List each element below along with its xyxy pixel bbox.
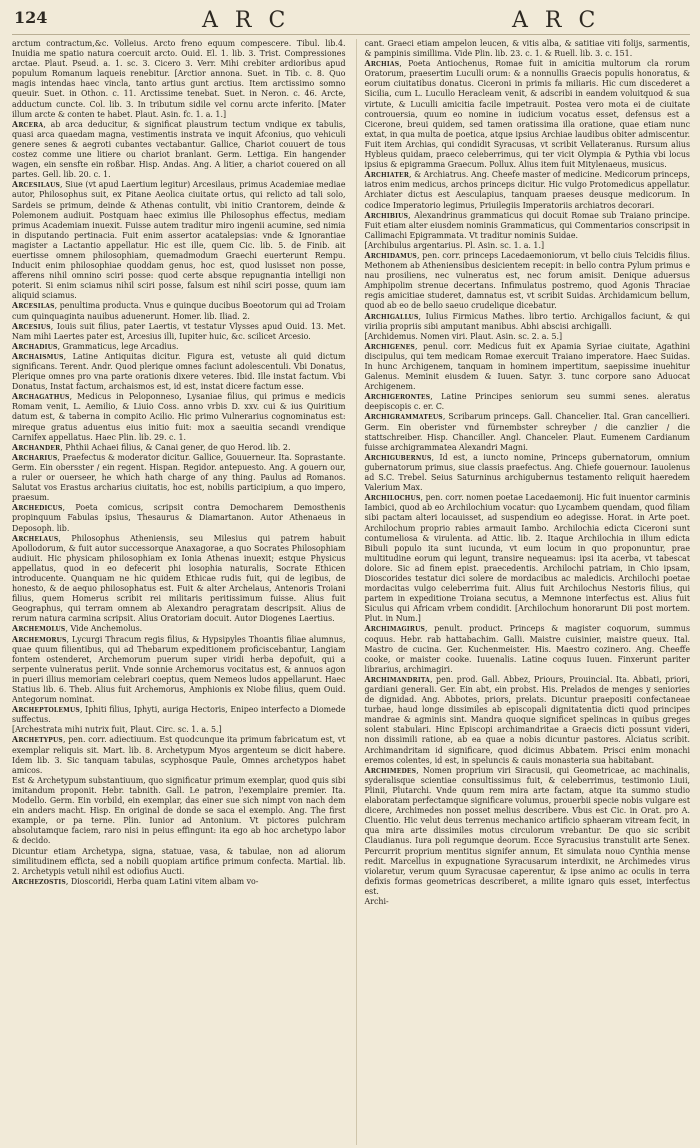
- entry-text: Dioscoridi, Herba quam Latini vitem albam vo-: [70, 876, 259, 886]
- entry-headword: Archander: [12, 442, 61, 452]
- entry-headword: Archimedes: [364, 765, 417, 775]
- entry-text: Archi-: [364, 896, 389, 906]
- dictionary-entry: Archarius, Praefectus & moderator dicitur. Gallice, Gouuerneur. Ita. Soprastante. Germ. Ein obersster / ein regent. Hispan. Regidor. antepuesto. Ang. A gouern our, a ruler or ouerseer, he which hath charge of any thing. Paulus ad Romanos. Salutat vos Erastus archarius ciuitatis, hoc est, nobilis participium, a quo impero, praesum.: [12, 452, 346, 503]
- dictionary-entry: Archidamus, pen. corr. princeps Lacedaemoniorum, vt bello ciuis Telcidis filius. Methonem ab Atheniensibus desicientem recepit: in bello contra Pylum primus e nau prosiliens, nec vulneratus est, nec forum amisit. Denique aduersus Amphipolim strenue decertans. Infimulatus postremo, quod Agonis Thraciae regis amicitiae studeret, damnatus est, vt scribit Suidas. Archidamicum bellum, quod ab eo de bello saeuo crudelique dicebatur.: [364, 250, 690, 311]
- entry-text: pen. corr. adiectiuum. Est quodcunque ita primum fabricatum est, vt exemplar reliquis sit. Mart. lib. 8. Archetypum Myos argenteum se dicit habere. Idem lib. 3. Sic tanquam tabulas, scyphosque Paule, Omnes archetypos habet amicos.: [12, 735, 346, 775]
- dictionary-entry: Archander, Phthii Achaei filius, & Canai gener, de quo Herod. lib. 2.: [12, 442, 291, 452]
- dictionary-entry: Archagathus, Medicus in Peloponneso, Lysaniae filius, qui primus e medicis Romam venit, L. Aemilio, & Liuio Coss. anno vrbis D. xxv. cui & ius Quiritium datum est, & taberna in compito Acilio. Hic primo Vulnerarius cognominatus est: mireque gratus aduentus eius initio fuit: mox a saeuitia secandi vrendique Carnifex appellatus. Haec Plin. lib. 29. c. 1.: [12, 392, 346, 442]
- entry-text: Philosophus Atheniensis, seu Milesius qui patrem habuit Apollodorum, & fuit autor successorque Anaxagorae, a quo Socrates Philosophiam audiuit. Hic physicam philosophiam ex Ionia Athenas inuexit; estque Physicus appellatus, quod in eo defecerit phi losophia naturalis, Socrate Ethicen introducente. Quanquam ne hic quidem Ethicae rudis fuit, qui de legibus, de honesto, & de aequo philosophatus est. Fuit & alter Archelaus, Antenoris Troiani filius, quem Homerus scribit rei militaris peritissimum fuisse. Alius fuit Geographus, qui terram omnem ab Alexandro peragratam descripsit. Alius de rerum natura carmina scripsit. Alius Oratoriam docuit. Autor Diogenes Laertius.: [12, 533, 346, 624]
- dictionary-entry: Archadius, Grammaticus, lege Arcadius.: [12, 341, 179, 351]
- entry-text: [Archidemus. Nomen viri. Plaut. Asin. sc. 2. a. 5.]: [364, 331, 563, 341]
- entry-headword: Archigenes: [364, 341, 415, 351]
- entry-text: Poeta Antiochenus, Romae fuit in amicitia multorum cla rorum Oratorum, praesertim Luculli orum: & a nonnullis Graecis populis honoratus, & eorum ciuitatibus donatus. Ciceroni in primis fa miliaris. Hic cum discederet a Sicilia, cum L. Lucullo Heracleam venit, & adscribi in eandem voluitquod & sua virtute, & Luculli amicitia facile impetrauit. Postea vero mota ei de ciuitate controuersia, quum eo nomine in iudicium vocatus esset, defensus est a Cicerone, breui quidem, sed tamen oratissima illa oratione, quae etiam nunc extat, in qua multa de poetica, atque ipsius Archiae laudibus obiter admiscentur. Fuit item Archias, qui condidit Syracusas, vt scribit Vellateranus. Rursum alius Hybleus quidam, praeco celeberrimus, qui ter vicit Olympia & Pythia vbi locus ipsius & epigramma Graecum. Pollux. Alius item fuit Mitylenaeus, musicus.: [364, 59, 690, 170]
- page-header: [12, 8, 690, 35]
- entry-headword: Archemolus: [12, 624, 66, 634]
- dictionary-entry: Archimagirus, penult. product. Princeps & magister coquorum, summus coquus. Hebr. rab hattabachim. Galli. Maistre cuisinier, maistre queux. Ital. Mastro de cucina. Ger. Kuchenmeister. His. Maestro cozinero. Ang. Cheeffe cooke, or maister cooke. Iuuenalis. Latine coquus Iuuen. Finxerunt pariter librarius, archimagiri.: [364, 624, 690, 674]
- entry-text: arctum contractum,&c. Volleius. Arcto freno equum compescere. Tibul. lib.4. Inuidia me spatio natura coercuit arcto. Ouid. El. 1. lib. 3. Trist. Compressiones arctae. Plaut. Pseud. a. 1. sc. 3. Cicero 3. Verr. Mihi crebiter ardioribus apud populum Romanum laqueis renebitur. [Arctior annona. Suet. in Tib. c. 8. Quo magis intendas haec vincla, tanto artius gunt arctius. Item arctissimo somno queuir. Suet. in Othon. c. 11. Arctissime tenebat. Suet. in Neron. c. 46. Arcte, adductum cuncte. Col. lib. 3. In tributum sidile vel cornu arcte inferito. [Mater illum arcte & conten te habet. Plaut. Asin. fc. 1. a. 1.]: [12, 39, 346, 119]
- entry-text: pen. corr. princeps Lacedaemoniorum, vt bello ciuis Telcidis filius. Methonem ab Atheniensibus desicientem recepit: in bello contra Pylum primus e nau prosiliens, nec vulneratus est, nec forum amisit. Denique aduersus Amphipolim strenue decertans. Infimulatus postremo, quod Agonis Thraciae regis amicitiae studeret, damnatus est, vt scribit Suidas. Archidamicum bellum, quod ab eo de bello saeuo crudelique dicebatur.: [364, 250, 690, 311]
- dictionary-entry: Archibius, Alexandrinus grammaticus qui docuit Romae sub Traiano principe. Fuit etiam alter eiusdem nominis Grammaticus, qui Commentarios conscripsit in Callimachi Epigrammata. Vt traditur nominis Suidae.: [364, 210, 690, 240]
- entry-text: Medicus in Peloponneso, Lysaniae filius, qui primus e medicis Romam venit, L. Aemilio, & Liuio Coss. anno vrbis D. xxv. cui & ius Quiritium datum est, & taberna in compito Acilio. Hic primo Vulnerarius cognominatus est: mireque gratus aduentus eius initio fuit: mox a saeuitia secandi vrendique Carnifex appellatus. Haec Plin. lib. 29. c. 1.: [12, 392, 346, 442]
- entry-text: Est & Archetypum substantiuum, quo significatur primum exemplar, quod quis sibi imitandum proponit. Hebr. tabnith. Gall. Le patron, l'exemplaire premier. Ita. Modello. Germ. Ein vorbild, ein exemplar, das einer sue sich nimpt von nach dem ein anders macht. Hisp. En original de donde se saca el exemplo. Ang. The first example, or pa terne. Plin. Iunior ad Antonium. Vt pictores pulchram absolutamque faciem, raro nisi in peius effingunt: ita ego ab hoc archetypo labor & decido.: [12, 775, 346, 846]
- entry-headword: Archimagirus: [364, 624, 426, 634]
- entry-headword: Archigrammateus: [364, 412, 443, 422]
- dictionary-entry: [12, 39, 346, 120]
- entry-text: penul. corr. Medicus fuit ex Apamia Syriae ciuitate, Agathini discipulus, qui tem medicam Romae exercuit Traiano imperatore. Haec Suidas. In hunc Archigenem, tanquam in hominem impertitum, saepissime inuehitur Galenus. Meminit eiusdem & Iuuen. Satyr. 3. tunc corpore sano Aduocat Archigenem.: [364, 341, 690, 392]
- entry-text: cant. Graeci etiam ampelon leucen, & vitis alba, & satitiae viti folijs, sarmentis, & pampinis simillima. Vide Plin. lib. 23. c. 1. & Ruell. lib. 3. c. 151.: [364, 39, 690, 59]
- entry-text: penult. product. Princeps & magister coquorum, summus coquus. Hebr. rab hattabachim. Galli. Maistre cuisinier, maistre queux. Ital. Mastro de cucina. Ger. Kuchenmeister. His. Maestro cozinero. Ang. Cheeffe cooke, or maister cooke. Iuuenalis. Latine coquus Iuuen. Finxerunt pariter librarius, archimagiri.: [364, 624, 690, 674]
- left-column: [12, 39, 346, 1145]
- dictionary-entry: Archetypus, pen. corr. adiectiuum. Est quodcunque ita primum fabricatum est, vt exemplar reliquis sit. Mart. lib. 8. Archetypum Myos argenteum se dicit habere. Idem lib. 3. Sic tanquam tabulas, scyphosque Paule, Omnes archetypos habet amicos.: [12, 735, 346, 775]
- entry-text: [Archestrata mihi nutrix fuit, Plaut. Circ. sc. 1. a. 5.]: [12, 725, 222, 735]
- dictionary-entry: Archiater, & Archiatrus. Ang. Cheefe master of medicine. Medicorum princeps, iatros enim medicus, archos princeps dicitur. Hic vulgo Protomedicus appellatur. Archiater dictus est Aesculapius, tanquam praeses deusque medicorum. In codice Imperatorio legimus, Priuilegiis Imperatoriis archiatros decorari.: [364, 170, 690, 210]
- running-head-left: A R C: [202, 8, 291, 33]
- dictionary-entry: Archemorus, Lycurgi Thracum regis filius, & Hypsipyles Thoantis filiae alumnus, quae quum filientibus, qui ad Thebarum expeditionem proficiscebantur, Langiam fontem ostenderet, Archemorum puerum super viridi herba depofuit, qui a serpente vulneratus periit. Vnde sonnie Archemorus vocitatus est, & annuos agon in pueri illius memoriam celebrari coeptus, quem Nemeos ludos appellarunt. Haec Statius lib. 6. Theb. Alius fuit Archemorus, Amphionis ex Niobe filius, quem Ouid. Antegorum nominat.: [12, 634, 346, 705]
- entry-headword: Arcesilas: [12, 301, 55, 311]
- dictionary-entry: Archigerontes, Latine Principes seniorum seu summi senes. aleratus deepiscopis c. er. C.: [364, 392, 690, 412]
- entry-text: Praefectus & moderator dicitur. Gallice, Gouuerneur. Ita. Soprastante. Germ. Ein obersster / ein regent. Hispan. Regidor. antepuesto. Ang. A gouern our, a ruler or ouerseer, he which hath charge of any thing. Paulus ad Romanos. Salutat vos Erastus archarius ciuitatis, hoc est, nobilis participium, a quo impero, praesum.: [12, 452, 346, 503]
- dictionary-entry: Archigrammateus, Scribarum princeps. Gall. Chancelier. Ital. Gran cancellieri. Germ. Ein oberister vnd fürnembster schreyber / die canzlier / die stattschreiber. Hisp. Chanciller. Angl. Chanceler. Plaut. Eumenem Cardianum fuisse archigrammatea Alexandri Magni.: [364, 412, 690, 452]
- entry-text: pen. corr. nomen poetae Lacedaemonij. Hic fuit inuentor carminis Iambici, quod ab eo Archilochium vocatur: quo Lycambem quendam, quod filiam sibi pactam alteri locauisset, ad suspendium eo adegisse. Horat. in Arte poet. Archilochum proprio rabies armauit Iambo. Archilochia edicta Ciceroni sunt contumeliosa & virulenta. ad Attic. lib. 2. Itaque Archilochia in illum edicta Bibuli populo ita sunt iucunda, vt eum locum in quo proponuntur, prae multitudine eorum qui legunt, transire nequeamus: ipsi ita acerba, vt tabescat dolore. Sic ad finem epist. praecedentis. Archilochi patriam, in Chio ipsam, Dioscorides testatur dici solere de mordacibus ac maledicis. Archilochi poetae mordacitas vulgo celeberrima fuit. Alius fuit Archilochus Nestoris filius, qui partem in expeditione Troiana secutus, a Memnone interfectus est. Alius fuit Siculus qui Africam vrbem condidit. [Archilochum honorarunt Dii post mortem. Plut. in Num.]: [364, 493, 690, 624]
- dictionary-entry: Archimandrita, pen. prod. Gall. Abbez, Priours, Prouincial. Ita. Abbati, priori, gardiani generali. Ger. Ein abt, ein probst. His. Prelados de menges y seniories de dignidad. Ang. Abbotes, priors, prelats. Dicuntur praepositi confectaneae turbae, haud longe dissimiles ab episcopali dignitatentia dicti quod principes mandrae & agminis sint. Mandra quoque significet spelincas in quibus greges solent stabulari. Hinc Episcopi archimandritae a Graecis dicti possunt videri, non dissimili ratione, ab ea quae a nobis dicuntur pastores. Alciatus scribit. Archimandritam id significare, quod dicimus Abbatem. Prisci enim monachi eremos colentes, id est, in speluncis & cauis monasteria sua habitabant.: [364, 674, 690, 765]
- right-column: [356, 39, 691, 1145]
- dictionary-entry: Archemolus, Vide Anchemolus.: [12, 624, 143, 634]
- entry-text: Alexandrinus grammaticus qui docuit Romae sub Traiano principe. Fuit etiam alter eiusdem nominis Grammaticus, qui Commentarios conscripsit in Callimachi Epigrammata. Vt traditur nominis Suidae.: [364, 210, 690, 240]
- dictionary-entry: Arcesilaus, Siue (vt apud Laertium legitur) Arcesilaus, primus Academiae mediae autor, Philosophus suit, ex Pitane Aeolica ciuitate ortus, qui relicto ad tali solo, Sardeis se primum, deinde & Athenas contulit, vbi initio Crantorem, deinde & Polemonem audiuit. Postquam haec eximius ille Philosophus effectus, mediam primus Academiam inuexit. Fuisse autem traditur miro ingenii acumine, sed nimia in disputando pertinacia. Fuit enim assertor acatalepsias: vnde & Ignorantiae magister a Lactantio appellatur. Hic est ille, quem Cic. lib. 5. de Finib. ait euertisse omnem philosophiam, quemadmodum Graechi euerterunt Rempu. Inducit enim philosophiae quoddam genus, hoc est, quod lusisset non posse, afferens nihil omnino sciri posse: quod certe absque repugnantia intelligi non poterit. Si enim sciamus nihil sciri posse, falsum est nihil sciri posse, quum iam aliquid sciamus.: [12, 180, 346, 301]
- dictionary-entry: [12, 776, 346, 847]
- dictionary-entry: Archaismus, Latine Antiquitas dicitur. Figura est, vetuste ali quid dictum significans. Terent. Andr. Quod plerique omnes faciunt adolescentuli. Vbi Donatus, Plerique omnes pro vna parte orationis dixere veteres. Ibid. Ille instat factum. Vbi Donatus, Instat factum, archaismos est, id est, instat dicere factum esse.: [12, 351, 346, 392]
- entry-headword: Arcesilaus: [12, 180, 61, 190]
- entry-text: Id est, a iuncto nomine, Princeps gubernatorum, omnium gubernatorum primus, siue classis praefectus. Ang. Chiefe gouernour. Iauolenus ad S.C. Trebel. Seius Saturninus archigubernus testamento reliquit haeredem Valerium Max.: [364, 452, 690, 493]
- dictionary-entry: [12, 725, 346, 735]
- entry-headword: Archarius: [12, 452, 58, 462]
- dictionary-entry: Archelaus, Philosophus Atheniensis, seu Milesius qui patrem habuit Apollodorum, & fuit autor successorque Anaxagorae, a quo Socrates Philosophiam audiuit. Hic physicam philosophiam ex Ionia Athenas inuexit; estque Physicus appellatus, quod in eo defecerit phi losophia naturalis, Socrate Ethicen introducente. Quanquam ne hic quidem Ethicae rudis fuit, qui de legibus, de honesto, & de aequo philosophatus est. Fuit & alter Archelaus, Antenoris Troiani filius, quem Homerus scribit rei militaris peritissimum fuisse. Alius fuit Geographus, qui terram omnem ab Alexandro peragratam descripsit. Alius de rerum natura carmina scripsit. Alius Oratoriam docuit. Autor Diogenes Laertius.: [12, 533, 346, 624]
- text-columns: [12, 39, 690, 1145]
- dictionary-entry: Archeptolemus, Iphiti filius, Iphyti, auriga Hectoris, Enipeo interfecto a Diomede suffectus.: [12, 705, 346, 725]
- entry-text: Nomen proprium viri Siracusii, qui Geometricae, ac machinalis, syderalisque scientiae consultissimus fuit, & celeberrimus, testimonio Liuii, Plinii, Plutarchi. Vnde quum rem mira arte factam, atque ita summo studio elaboratam perfectamque significare volumus, prouerbii specie nobis vulgare est dicere, Archimedes non posset melius describere. Vbus est Cic. in Orat. pro A. Cluentio. Hic velut deus terrenus mechanico artificio sphaeram vitream fecit, in qua mira arte dissimiles motus circulorum vrebantur. De quo sic scribit Claudianus. Iura poli regumque deorum. Ecce Syracusius transtulit arte Senex. Percurrit proprium mentitus signifer annum, Et simulata nouo Cynthia mense redit. Marcellus in expugnatione Syracusarum interdixit, ne Archimedes virus violaretur, verum quum Syracusae caperentur, & ipse animo ac oculis in terra defixis formas geometricas describeret, a milite ignaro quis esset, interfectus est.: [364, 765, 690, 896]
- entry-headword: Arcera: [12, 119, 44, 129]
- dictionary-entry: Archias, Poeta Antiochenus, Romae fuit in amicitia multorum cla rorum Oratorum, praesertim Luculli orum: & a nonnullis Graecis populis honoratus, & eorum ciuitatibus donatus. Ciceroni in primis fa miliaris. Hic cum discederet a Sicilia, cum L. Lucullo Heracleam venit, & adscribi in eandem voluitquod & sua virtute, & Luculli amicitia facile impetrauit. Postea vero mota ei de ciuitate controuersia, quum eo nomine in iudicium vocatus esset, defensus est a Cicerone, breui quidem, sed tamen oratissima illa oratione, quae etiam nunc extat, in qua multa de poetica, atque ipsius Archiae laudibus obiter admiscentur. Fuit item Archias, qui condidit Syracusas, vt scribit Vellateranus. Rursum alius Hybleus quidam, praeco celeberrimus, qui ter vicit Olympia & Pythia vbi locus ipsius & epigramma Graecum. Pollux. Alius item fuit Mitylenaeus, musicus.: [364, 59, 690, 170]
- entry-text: ab arca deducitur, & significat plaustrum tectum vndique ex tabulis, quasi arca quaedam magna, vestimentis instrata ve inquit Afconius, quo vehiculi genere senes & aegroti cubantes vectabantur. Gallice, Chariot couuert de tous costez comme une litiere ou chariot branlant. Germ. Lettiga. Ein hangender wagen, ein sensfte ein roßbar. Hisp. Andas. Ang. A litier, a chariot couered on all partes. Gell. lib. 20. c. 1.: [12, 119, 346, 180]
- dictionary-entry: Archimedes, Nomen proprium viri Siracusii, qui Geometricae, ac machinalis, syderalisque scientiae consultissimus fuit, & celeberrimus, testimonio Liuii, Plinii, Plutarchi. Vnde quum rem mira arte factam, atque ita summo studio elaboratam perfectamque significare volumus, prouerbii specie nobis vulgare est dicere, Archimedes non posset melius describere. Vbus est Cic. in Orat. pro A. Cluentio. Hic velut deus terrenus mechanico artificio sphaeram vitream fecit, in qua mira arte dissimiles motus circulorum vrebantur. De quo sic scribit Claudianus. Iura poli regumque deorum. Ecce Syracusius transtulit arte Senex. Percurrit proprium mentitus signifer annum, Et simulata nouo Cynthia mense redit. Marcellus in expugnatione Syracusarum interdixit, ne Archimedes virus violaretur, verum quum Syracusae caperentur, & ipse animo ac oculis in terra defixis formas geometricas describeret, a milite ignaro quis esset, interfectus est.: [364, 765, 690, 896]
- entry-headword: Archibius: [364, 210, 409, 220]
- entry-headword: Arcesius: [12, 321, 51, 331]
- running-head-right: A R C: [512, 8, 601, 33]
- entry-headword: Archidamus: [364, 250, 417, 260]
- entry-headword: Archigerontes: [364, 392, 431, 402]
- entry-headword: Archeptolemus: [12, 705, 80, 715]
- entry-headword: Archilochus: [364, 493, 421, 503]
- dictionary-entry: Arcesius, Iouis suit filius, pater Laertis, vt testatur Vlysses apud Ouid. 13. Met. Nam mihi Laertes pater est, Arcesius illi, Iupiter huic, &c. scilicet Arcesio.: [12, 321, 346, 341]
- entry-headword: Archezostis: [12, 876, 66, 886]
- dictionary-entry: Archigubernus, Id est, a iuncto nomine, Princeps gubernatorum, omnium gubernatorum primus, siue classis praefectus. Ang. Chiefe gouernour. Iauolenus ad S.C. Trebel. Seius Saturninus archigubernus testamento reliquit haeredem Valerium Max.: [364, 452, 690, 493]
- entry-text: Scribarum princeps. Gall. Chancelier. Ital. Gran cancellieri. Germ. Ein oberister vnd fürnembster schreyber / die canzlier / die stattschreiber. Hisp. Chanciller. Angl. Chanceler. Plaut. Eumenem Cardianum fuisse archigrammatea Alexandri Magni.: [364, 412, 690, 452]
- entry-text: Dicuntur etiam Archetypa, signa, statuae, vasa, & tabulae, non ad aliorum similitudinem efficta, sed a nobili quopiam artifice primum confecta. Martial. lib. 2. Archetypis vetuli nihil est odiofius Aucti.: [12, 846, 346, 876]
- dictionary-entry: [365, 39, 691, 59]
- entry-text: Phthii Achaei filius, & Canai gener, de quo Herod. lib. 2.: [65, 442, 291, 452]
- dictionary-entry: Archedicus, Poeta comicus, scripsit contra Democharem Demosthenis propinquum Fabulas ipsius, Thesaurus & Diamartanon. Autor Athenaeus in Deposoph. lib.: [12, 503, 346, 533]
- dictionary-entry: Arcesilas, penultima producta. Vnus e quinque ducibus Boeotorum qui ad Troiam cum quinquaginta nauibus aduenerunt. Homer. lib. Iliad. 2.: [12, 301, 346, 321]
- page-number: 124: [14, 8, 48, 27]
- entry-headword: Archetypus: [12, 735, 63, 745]
- entry-text: Poeta comicus, scripsit contra Democharem Demosthenis propinquum Fabulas ipsius, Thesaurus & Diamartanon. Autor Athenaeus in Deposoph. lib.: [12, 503, 346, 533]
- entry-headword: Archaismus: [12, 351, 64, 361]
- dictionary-entry: [365, 241, 691, 251]
- entry-headword: Archias: [364, 59, 400, 69]
- entry-headword: Archigallus: [364, 311, 419, 321]
- dictionary-entry: Archigallus, Iulius Firmicus Mathes. libro tertio. Archigallos faciunt, & qui virilia propriis sibi amputant manibus. Abhi abscisi archigalli.: [364, 311, 690, 331]
- entry-headword: Archelaus: [12, 533, 59, 543]
- entry-text: Latine Principes seniorum seu summi senes. aleratus deepiscopis c. er. C.: [364, 392, 690, 412]
- entry-text: Grammaticus, lege Arcadius.: [62, 341, 179, 351]
- dictionary-entry: Archilochus, pen. corr. nomen poetae Lacedaemonij. Hic fuit inuentor carminis Iambici, quod ab eo Archilochium vocatur: quo Lycambem quendam, quod filiam sibi pactam alteri locauisset, ad suspendium eo adegisse. Horat. in Arte poet. Archilochum proprio rabies armauit Iambo. Archilochia edicta Ciceroni sunt contumeliosa & virulenta. ad Attic. lib. 2. Itaque Archilochia in illum edicta Bibuli populo ita sunt iucunda, vt eum locum in quo proponuntur, prae multitudine eorum qui legunt, transire nequeamus: ipsi ita acerba, vt tabescat dolore. Sic ad finem epist. praecedentis. Archilochi patriam, in Chio ipsam, Dioscorides testatur dici solere de mordacibus ac maledicis. Archilochi poetae mordacitas vulgo celeberrima fuit. Alius fuit Archilochus Nestoris filius, qui partem in expeditione Troiana secutus, a Memnone interfectus est. Alius fuit Siculus qui Africam vrbem condidit. [Archilochum honorarunt Dii post mortem. Plut. in Num.]: [364, 493, 690, 624]
- entry-text: Latine Antiquitas dicitur. Figura est, vetuste ali quid dictum significans. Terent. Andr. Quod plerique omnes faciunt adolescentuli. Vbi Donatus, Plerique omnes pro vna parte orationis dixere veteres. Ibid. Ille instat factum. Vbi Donatus, Instat factum, archaismos est, id est, instat dicere factum esse.: [12, 351, 346, 392]
- dictionary-entry: Archezostis, Dioscoridi, Herba quam Latini vitem albam vo-: [12, 876, 259, 886]
- dictionary-entry: [365, 897, 691, 907]
- dictionary-entry: Archigenes, penul. corr. Medicus fuit ex Apamia Syriae ciuitate, Agathini discipulus, qui tem medicam Romae exercuit Traiano imperatore. Haec Suidas. In hunc Archigenem, tanquam in hominem impertitum, saepissime inuehitur Galenus. Meminit eiusdem & Iuuen. Satyr. 3. tunc corpore sano Aduocat Archigenem.: [364, 341, 690, 392]
- entry-headword: Archagathus: [12, 392, 70, 402]
- entry-text: Lycurgi Thracum regis filius, & Hypsipyles Thoantis filiae alumnus, quae quum filientibus, qui ad Thebarum expeditionem proficiscebantur, Langiam fontem ostenderet, Archemorum puerum super viridi herba depofuit, qui a serpente vulneratus periit. Vnde sonnie Archemorus vocitatus est, & annuos agon in pueri illius memoriam celebrari coeptus, quem Nemeos ludos appellarunt. Haec Statius lib. 6. Theb. Alius fuit Archemorus, Amphionis ex Niobe filius, quem Ouid. Antegorum nominat.: [12, 634, 346, 705]
- entry-headword: Archiater: [364, 170, 410, 180]
- entry-text: Siue (vt apud Laertium legitur) Arcesilaus, primus Academiae mediae autor, Philosophus suit, ex Pitane Aeolica ciuitate ortus, qui relicto ad tali solo, Sardeis se primum, deinde & Athenas contulit, vbi initio Crantorem, deinde & Polemonem audiuit. Postquam haec eximius ille Philosophus effectus, mediam primus Academiam inuexit. Fuisse autem traditur miro ingenii acumine, sed nimia in disputando pertinacia. Fuit enim assertor acatalepsias: vnde & Ignorantiae magister a Lactantio appellatur. Hic est ille, quem Cic. lib. 5. de Finib. ait euertisse omnem philosophiam, quemadmodum Graechi euerterunt Rempu. Inducit enim philosophiae quoddam genus, hoc est, quod lusisset non posse, afferens nihil omnino sciri posse: quod certe absque repugnantia intelligi non poterit. Si enim sciamus nihil sciri posse, falsum est nihil sciri posse, quum iam aliquid sciamus.: [12, 180, 346, 301]
- dictionary-entry: Arcera, ab arca deducitur, & significat plaustrum tectum vndique ex tabulis, quasi arca quaedam magna, vestimentis instrata ve inquit Afconius, quo vehiculi genere senes & aegroti cubantes vectabantur. Gallice, Chariot couuert de tous costez comme une litiere ou chariot branlant. Germ. Lettiga. Ein hangender wagen, ein sensfte ein roßbar. Hisp. Andas. Ang. A litier, a chariot couered on all partes. Gell. lib. 20. c. 1.: [12, 119, 346, 180]
- entry-headword: Archedicus: [12, 503, 63, 513]
- entry-headword: Archigubernus: [364, 452, 432, 462]
- entry-headword: Archimandrita: [364, 674, 431, 684]
- entry-text: Iouis suit filius, pater Laertis, vt testatur Vlysses apud Ouid. 13. Met. Nam mihi Laertes pater est, Arcesius illi, Iupiter huic, &c. scilicet Arcesio.: [12, 321, 346, 341]
- entry-text: Iulius Firmicus Mathes. libro tertio. Archigallos faciunt, & qui virilia propriis sibi amputant manibus. Abhi abscisi archigalli.: [364, 311, 690, 331]
- entry-text: penultima producta. Vnus e quinque ducibus Boeotorum qui ad Troiam cum quinquaginta nauibus aduenerunt. Homer. lib. Iliad. 2.: [12, 301, 346, 321]
- entry-text: pen. prod. Gall. Abbez, Priours, Prouincial. Ita. Abbati, priori, gardiani generali. Ger. Ein abt, ein probst. His. Prelados de menges y seniories de dignidad. Ang. Abbotes, priors, prelats. Dicuntur praepositi confectaneae turbae, haud longe dissimiles ab episcopali dignitatentia dicti quod principes mandrae & agminis sint. Mandra quoque significet spelincas in quibus greges solent stabulari. Hinc Episcopi archimandritae a Graecis dicti possunt videri, non dissimili ratione, ab ea quae a nobis dicuntur pastores. Alciatus scribit. Archimandritam id significare, quod dicimus Abbatem. Prisci enim monachi eremos colentes, id est, in speluncis & cauis monasteria sua habitabant.: [364, 674, 690, 765]
- entry-text: Vide Anchemolus.: [70, 624, 143, 634]
- entry-headword: Archadius: [12, 341, 58, 351]
- entry-text: & Archiatrus. Ang. Cheefe master of medicine. Medicorum princeps, iatros enim medicus, archos princeps dicitur. Hic vulgo Protomedicus appellatur. Archiater dictus est Aesculapius, tanquam praeses deusque medicorum. In codice Imperatorio legimus, Priuilegiis Imperatoriis archiatros decorari.: [364, 170, 690, 210]
- dictionary-entry: [365, 332, 691, 342]
- dictionary-entry: [12, 847, 346, 877]
- entry-headword: Archemorus: [12, 634, 67, 644]
- entry-text: [Archibulus argentarius. Pl. Asin. sc. 1. a. 1.]: [364, 240, 545, 250]
- entry-text: Iphiti filius, Iphyti, auriga Hectoris, Enipeo interfecto a Diomede suffectus.: [12, 705, 346, 725]
